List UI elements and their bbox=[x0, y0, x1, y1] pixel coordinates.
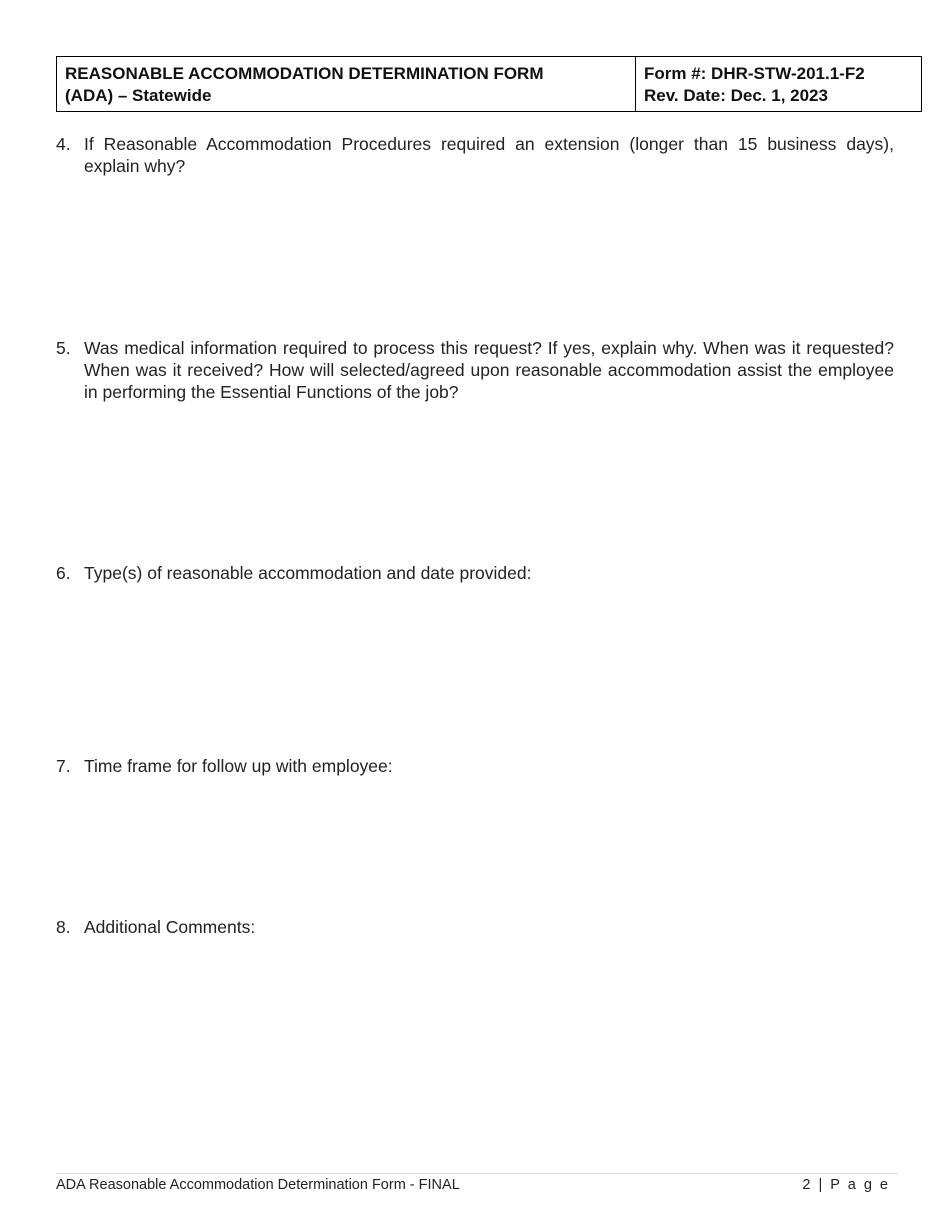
question-number: 8. bbox=[56, 917, 71, 937]
question-text: Type(s) of reasonable accommodation and date provided: bbox=[84, 563, 532, 583]
footer-divider bbox=[56, 1173, 897, 1174]
question-number: 4. bbox=[56, 134, 71, 154]
form-info-cell bbox=[636, 57, 921, 111]
form-title-cell bbox=[57, 57, 636, 111]
form-number: Form #: DHR-STW-201.1-F2 bbox=[644, 64, 865, 83]
form-title-line-1: REASONABLE ACCOMMODATION DETERMINATION FORM bbox=[65, 64, 544, 83]
form-header-table bbox=[56, 56, 922, 112]
question-4 bbox=[56, 133, 894, 177]
question-text: Time frame for follow up with employee: bbox=[84, 756, 393, 776]
question-number: 6. bbox=[56, 563, 71, 583]
question-8 bbox=[56, 916, 894, 938]
revision-date: Rev. Date: Dec. 1, 2023 bbox=[644, 86, 828, 105]
question-text: Was medical information required to process this request? If yes, explain why. When was it requested? When was it received? How will selected/agreed upon reasonable accommodation assist the employee in performing the Essential Functions of the job? bbox=[84, 338, 894, 402]
question-number: 5. bbox=[56, 338, 71, 358]
question-number: 7. bbox=[56, 756, 71, 776]
footer-document-name: ADA Reasonable Accommodation Determination Form - FINAL bbox=[56, 1177, 460, 1193]
question-6 bbox=[56, 562, 894, 584]
footer-page-number: 2 | P a g e bbox=[802, 1177, 890, 1193]
question-text: If Reasonable Accommodation Procedures required an extension (longer than 15 business days), explain why? bbox=[84, 134, 894, 176]
question-7 bbox=[56, 755, 894, 777]
question-text: Additional Comments: bbox=[84, 917, 256, 937]
question-5 bbox=[56, 337, 894, 403]
form-title-line-2: (ADA) – Statewide bbox=[65, 86, 212, 105]
